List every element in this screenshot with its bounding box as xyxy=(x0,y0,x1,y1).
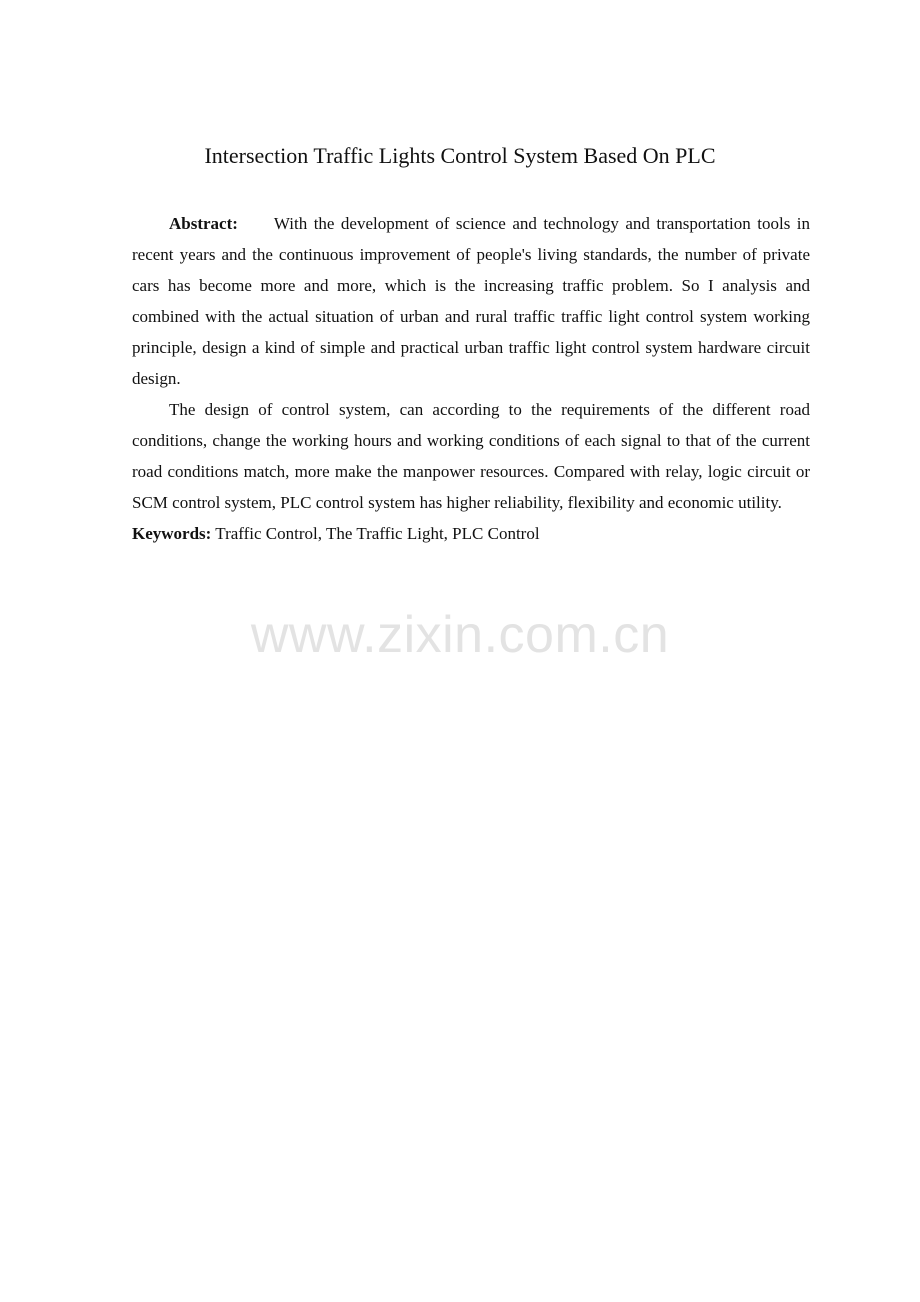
document-title: Intersection Traffic Lights Control System Based On PLC xyxy=(204,143,716,168)
keywords-line xyxy=(132,518,810,549)
abstract-text-1: With the development of science and technology and transportation tools in recent years and the continuous improvement of people's living standards, the number of private cars has become more and more, which is the increasing traffic problem. So I analysis and combined with the actual situation of urban and rural traffic traffic light control system working principle, design a kind of simple and practical urban traffic light control system hardware circuit design. xyxy=(132,214,810,388)
abstract-paragraph-1 xyxy=(132,208,810,394)
abstract-section xyxy=(132,208,810,549)
abstract-label: Abstract: xyxy=(169,214,238,233)
watermark: www.zixin.com.cn xyxy=(250,606,670,664)
keywords-label: Keywords: xyxy=(132,524,212,543)
keywords-text: Traffic Control, The Traffic Light, PLC Control xyxy=(215,524,540,543)
abstract-paragraph-2: The design of control system, can according to the requirements of the different road conditions, change the working hours and working conditions of each signal to that of the current road conditions match, more make the manpower resources. Compared with relay, logic circuit or SCM control system, PLC control system has higher reliability, flexibility and economic utility. xyxy=(132,400,810,512)
